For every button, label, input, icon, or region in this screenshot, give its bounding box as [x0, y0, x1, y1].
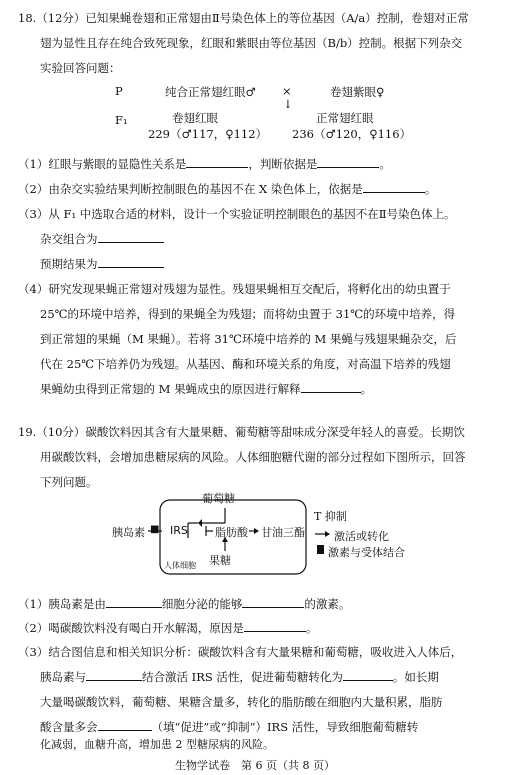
q19-sub3-text-b: 结合激活 IRS 活性，促进葡萄糖转化为 [142, 670, 343, 684]
q18-sub4-line-4: 代在 25℃下培养仍为残翅。从基因、酶和环境关系的角度，对高温下培养的残翅 [40, 357, 451, 371]
q18-sub4-text: 果蝇幼虫得到正常翅的 M 果蝇成虫的原因进行解释 [40, 382, 301, 396]
q18-sub3-combo-label: 杂交组合为 [40, 232, 98, 246]
q18-sub4-line-2: 25℃的环境中培养，得到的果蝇全为残翅；而将幼虫置于 31℃的环境中培养，得 [40, 307, 456, 321]
q19-sub1-text-c: 的激素。 [304, 597, 351, 611]
q18-sub3-expect-label: 预期结果为 [40, 257, 98, 271]
answer-blank[interactable] [343, 669, 393, 681]
q18-sub3-line-1: （3）从 F₁ 中选取合适的材料，设计一个实验证明控制眼色的基因不在Ⅱ号染色体上。 [18, 207, 456, 221]
answer-blank[interactable] [363, 181, 425, 193]
answer-blank[interactable] [301, 381, 361, 393]
q18-sub4-line-1: （4）研究发现果蝇正常翅对残翅为显性。残翅果蝇相互交配后，将孵化出的幼虫置于 [18, 282, 451, 296]
q18-sub4-line-3: 到正常翅的果蝇（M 果蝇）。若将 31℃环境中培养的 M 果蝇与残翅果蝇杂交，后 [40, 332, 457, 346]
f1-right-phenotype: 正常翅红眼 [316, 111, 374, 125]
q19-sub3-text-a: 胰岛素与 [40, 670, 86, 684]
q18-sub2-end: 。 [424, 182, 437, 196]
q19-sub3-text-c: 。如长期 [392, 670, 439, 684]
answer-blank[interactable] [244, 620, 306, 632]
receptor-icon: ■ [150, 524, 160, 535]
q18-stem-line-3: 实验回答问题： [40, 61, 121, 75]
cross-symbol: × [282, 84, 292, 98]
q19-sub3-line-4 [40, 719, 418, 735]
q18-sub4-line-5 [40, 381, 372, 397]
insulin-label: 胰岛素 [112, 526, 145, 539]
p-left-parent: 纯合正常翅红眼♂ [165, 85, 256, 99]
legend-binding: 激素与受体结合 [328, 546, 405, 559]
q19-stem-line-2: 用碳酸饮料，会增加患糖尿病的风险。人体细胞糖代谢的部分过程如下图所示，回答 [40, 450, 466, 464]
q18-sub3-line-3 [40, 256, 164, 272]
answer-blank[interactable] [86, 669, 142, 681]
q19-sub3-line-3: 大量喝碳酸饮料，葡萄糖、果糖含量多，转化的脂肪酸在细胞内大量积累，脂肪 [40, 695, 443, 709]
answer-blank[interactable] [98, 256, 164, 268]
down-arrow-icon: ↓ [283, 97, 293, 111]
irs-label: IRS [170, 524, 188, 537]
q19-sub1-text-a: （1）胰岛素是由 [18, 597, 106, 611]
f1-right-count: 236（♂120，♀116） [292, 127, 412, 141]
f1-left-count: 229（♂117，♀112） [148, 127, 268, 141]
q18-sub4-end: 。 [360, 382, 373, 396]
q18-stem-line-2: 翅为显性且存在纯合致死现象，红眼和紫眼由等位基因（B/b）控制。根据下列杂交 [40, 36, 463, 50]
q18-sub1-text-b: ，判断依据是 [248, 157, 318, 171]
q19-sub1 [18, 596, 350, 612]
p-right-parent: 卷翅紫眼♀ [330, 85, 385, 99]
q19-sub3-line-1: （3）结合图信息和相关知识分析：碳酸饮料含有大量果糖和葡萄糖，吸收进入人体后， [18, 645, 463, 659]
q19-stem-line-3: 下列问题。 [40, 475, 98, 489]
q19-sub3-text-d: 酸含量多会 [40, 720, 98, 734]
q19-sub1-text-b: 细胞分泌的能够 [161, 597, 243, 611]
q19-sub2-text: （2）喝碳酸饮料没有喝白开水解渴，原因是 [18, 621, 244, 635]
q19-sub3-line-5: 化减弱，血糖升高，增加患 2 型糖尿病的风险。 [40, 738, 274, 751]
q19-sub2-end: 。 [305, 621, 318, 635]
fructose-label: 果糖 [209, 554, 231, 567]
q19-stem-line-1: 19.（10分）碳酸饮料因其含有大量果糖、葡萄糖等甜味成分深受年轻人的喜爱。长期饮 [18, 425, 465, 439]
legend-activate: 激活或转化 [334, 530, 389, 543]
legend-inhibit: T 抑制 [314, 510, 347, 523]
q19-sub3-line-2 [40, 669, 439, 685]
q18-sub3-line-2 [40, 231, 164, 247]
f1-label: F₁ [115, 113, 128, 127]
answer-blank[interactable] [242, 596, 304, 608]
f1-left-phenotype: 卷翅红眼 [172, 111, 218, 125]
fatty-acid-label: 脂肪酸 [215, 526, 248, 539]
q18-stem-line-1: 18.（12分）已知果蝇卷翅和正常翅由Ⅱ号染色体上的等位基因（A/a）控制，卷翅对正常 [18, 11, 469, 25]
q18-sub2-text: （2）由杂交实验结果判断控制眼色的基因不在 X 染色体上，依据是 [18, 182, 363, 196]
q19-sub2 [18, 620, 317, 636]
q19-sub3-text-e: （填“促进”或“抑制”）IRS 活性，导致细胞葡萄糖转 [151, 720, 419, 734]
answer-blank[interactable] [98, 231, 164, 243]
answer-blank[interactable] [98, 719, 152, 731]
p-label: P [115, 84, 123, 98]
q18-sub1 [18, 156, 391, 172]
cell-label: 人体细胞 [164, 561, 196, 570]
page-footer: 生物学试卷 第 6 页（共 8 页） [175, 759, 335, 772]
answer-blank[interactable] [186, 156, 248, 168]
metabolism-diagram [112, 490, 412, 582]
q18-sub1-end: 。 [379, 157, 391, 171]
triglyceride-label: 甘油三酯 [261, 526, 305, 539]
q18-sub2 [18, 181, 436, 197]
answer-blank[interactable] [317, 156, 379, 168]
q18-sub1-text-a: （1）红眼与紫眼的显隐性关系是 [18, 157, 187, 171]
answer-blank[interactable] [106, 596, 162, 608]
glucose-label: 葡萄糖 [202, 492, 235, 505]
